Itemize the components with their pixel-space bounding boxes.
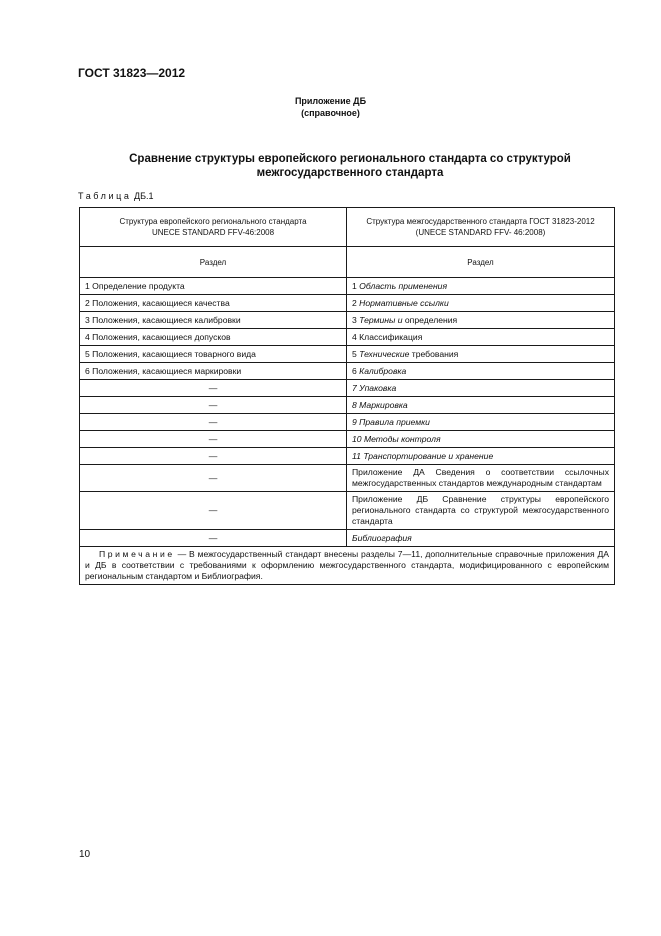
left-cell: 4 Положения, касающиеся допусков xyxy=(80,329,347,346)
col2-header xyxy=(347,208,615,247)
col1-header-line-2: UNECE STANDARD FFV-46:2008 xyxy=(151,228,275,237)
right-cell xyxy=(347,329,615,346)
right-cell xyxy=(347,346,615,363)
table-row xyxy=(80,329,615,346)
left-cell: 5 Положения, касающиеся товарного вида xyxy=(80,346,347,363)
col1-header-line-1: Структура европейского регионального стандарта xyxy=(119,217,307,226)
right-cell xyxy=(347,448,615,465)
table-row xyxy=(80,312,615,329)
table-row xyxy=(80,414,615,431)
section-title: требования xyxy=(411,348,459,359)
section-number: 11 xyxy=(352,450,361,461)
left-cell: 3 Положения, касающиеся калибровки xyxy=(80,312,347,329)
right-cell xyxy=(347,278,615,295)
right-cell xyxy=(347,431,615,448)
appendix-type: (справочное) xyxy=(301,108,360,118)
section-title: определения xyxy=(404,314,458,325)
left-cell: — xyxy=(80,465,347,492)
section-number: 10 xyxy=(352,433,362,444)
section-label-right: Раздел xyxy=(347,247,615,278)
table-caption xyxy=(78,191,154,201)
table-row xyxy=(80,492,615,530)
note-label: Примечание xyxy=(99,549,175,559)
main-title-line-2: межгосударственного стандарта xyxy=(256,167,444,179)
right-cell xyxy=(347,363,615,380)
section-label-row xyxy=(80,247,615,278)
note-text: — В межгосударственный стандарт внесены разделы 7—11, дополнительные справочные приложения ДА и ДБ в соответствии с требованиями к оформлению межгосударственного стандарта, модифицированного с европейским региональным стандартом и Библиография. xyxy=(85,549,609,581)
col2-header-line-1: Структура межгосударственного стандарта ГОСТ 31823-2012 xyxy=(366,217,595,226)
right-cell xyxy=(347,414,615,431)
table-row xyxy=(80,380,615,397)
left-cell: — xyxy=(80,431,347,448)
structure-comparison-table xyxy=(79,207,615,585)
section-title: Маркировка xyxy=(359,399,408,410)
table-row xyxy=(80,465,615,492)
table-row xyxy=(80,530,615,547)
right-cell: Приложение ДБ Сравнение структуры европейского регионального стандарта со структурой межгосударственного стандарта xyxy=(347,492,615,530)
page-number: 10 xyxy=(79,849,91,860)
section-number: 8 xyxy=(352,399,357,410)
left-cell: — xyxy=(80,448,347,465)
table-row xyxy=(80,278,615,295)
left-cell: 1 Определение продукта xyxy=(80,278,347,295)
section-title-italic: Технические xyxy=(359,348,410,359)
table-note-row xyxy=(80,547,615,585)
section-number: 1 xyxy=(352,280,357,291)
main-title-line-1: Сравнение структуры европейского регионального стандарта со структурой xyxy=(129,153,571,165)
main-title xyxy=(90,152,610,180)
section-number: 4 xyxy=(352,331,357,342)
col2-header-line-2: (UNECE STANDARD FFV- 46:2008) xyxy=(415,228,546,237)
table-row xyxy=(80,397,615,414)
table-row xyxy=(80,295,615,312)
table-row xyxy=(80,363,615,380)
right-cell xyxy=(347,312,615,329)
section-title-italic: Термины и xyxy=(359,314,403,325)
right-cell xyxy=(347,397,615,414)
section-number: 5 xyxy=(352,348,357,359)
left-cell: — xyxy=(80,492,347,530)
section-title: Классификация xyxy=(359,331,423,342)
section-title: Калибровка xyxy=(359,365,407,376)
appendix-title: Приложение ДБ xyxy=(294,96,367,106)
section-label-left: Раздел xyxy=(80,247,347,278)
left-cell: — xyxy=(80,530,347,547)
table-number: ДБ.1 xyxy=(134,191,154,201)
right-cell xyxy=(347,380,615,397)
col1-header xyxy=(80,208,347,247)
section-title: Упаковка xyxy=(359,382,397,393)
section-title: Нормативные ссылки xyxy=(359,297,449,308)
section-number: 3 xyxy=(352,314,357,325)
section-title: Методы контроля xyxy=(363,433,441,444)
section-number: 2 xyxy=(352,297,357,308)
table-row xyxy=(80,448,615,465)
right-cell: Приложение ДА Сведения о соответствии ссылочных межгосударственных стандартов международным стандартам xyxy=(347,465,615,492)
table-label: Таблица xyxy=(78,191,132,201)
section-number: 6 xyxy=(352,365,357,376)
table-note xyxy=(80,547,615,585)
section-title: Транспортирование и хранение xyxy=(363,450,494,461)
table-row xyxy=(80,346,615,363)
section-title: Правила приемки xyxy=(359,416,430,427)
right-cell: Библиография xyxy=(347,530,615,547)
left-cell: — xyxy=(80,397,347,414)
section-number: 9 xyxy=(352,416,357,427)
section-number: 7 xyxy=(352,382,357,393)
left-cell: 2 Положения, касающиеся качества xyxy=(80,295,347,312)
right-cell xyxy=(347,295,615,312)
left-cell: — xyxy=(80,380,347,397)
left-cell: — xyxy=(80,414,347,431)
table-row xyxy=(80,431,615,448)
document-code: ГОСТ 31823—2012 xyxy=(78,66,186,80)
left-cell: 6 Положения, касающиеся маркировки xyxy=(80,363,347,380)
table-header-row xyxy=(80,208,615,247)
section-title: Область применения xyxy=(359,280,448,291)
